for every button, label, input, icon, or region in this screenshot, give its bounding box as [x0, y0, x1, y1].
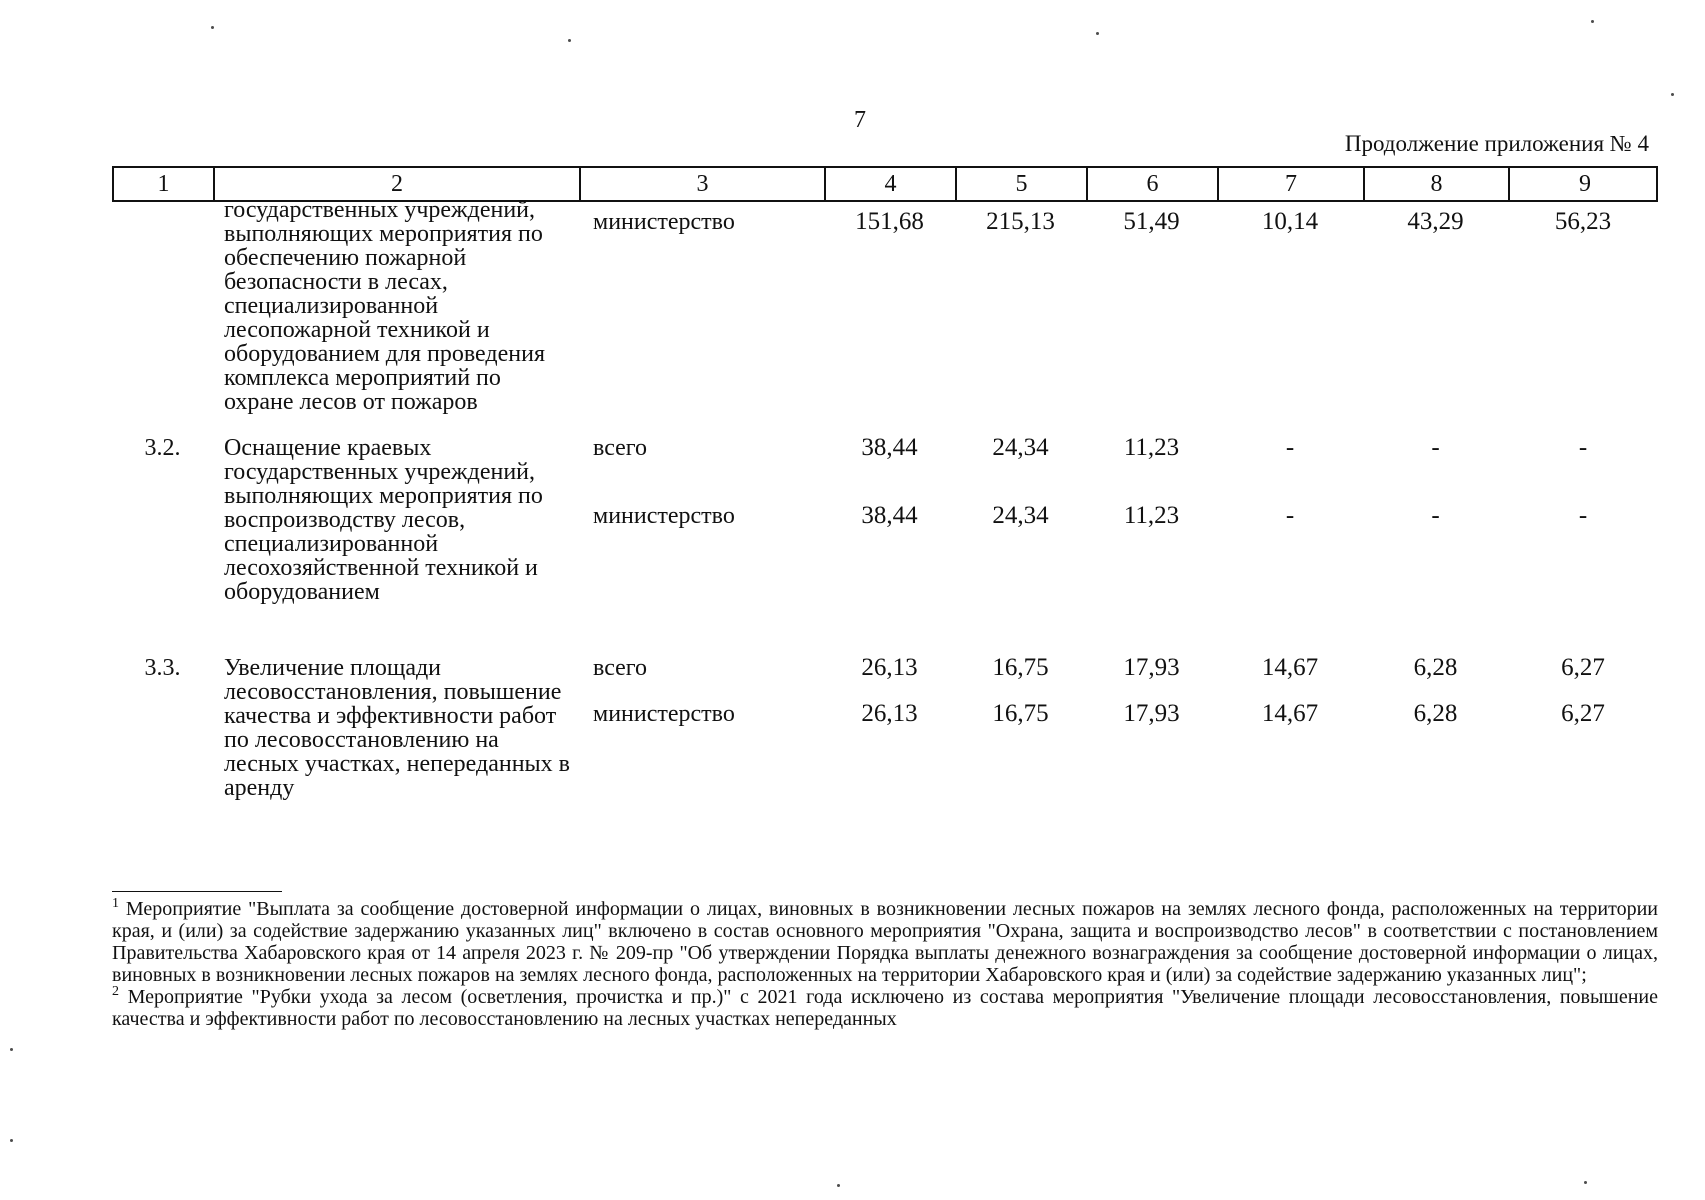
value-cell: 26,13: [861, 654, 918, 681]
header-column-9: 9: [1579, 171, 1591, 197]
value-column-4: [824, 424, 955, 644]
scan-dot: [10, 1048, 13, 1051]
value-cell: -: [1578, 434, 1588, 461]
value-cell: 26,13: [861, 700, 918, 727]
scan-dot: [1591, 20, 1594, 23]
header-column-5: 5: [957, 168, 1088, 200]
row-label: министерство: [593, 701, 735, 727]
footnote-mark: 2: [112, 984, 119, 999]
value-cell: 24,34: [992, 502, 1049, 529]
section-row: [112, 644, 1658, 832]
scan-dot: [837, 1184, 840, 1187]
value-column-5: [955, 424, 1086, 644]
scan-dot: [1096, 32, 1099, 35]
header-column-6: 6: [1088, 168, 1219, 200]
value-column-5: [955, 198, 1086, 414]
value-cell: -: [1578, 502, 1588, 529]
scan-dot: [1584, 1181, 1587, 1184]
value-cell: 56,23: [1554, 208, 1612, 235]
value-column-9: [1508, 424, 1658, 644]
row-label-column: [579, 644, 824, 832]
scan-dot: [1671, 93, 1674, 96]
value-column-7: [1217, 424, 1363, 644]
value-cell: 38,44: [861, 502, 918, 529]
value-cell: 16,75: [992, 654, 1049, 681]
header-column-3: 3: [581, 168, 826, 200]
footnotes: [112, 898, 1658, 1030]
value-cell: 11,23: [1123, 502, 1180, 529]
header-column-4: 4: [826, 168, 957, 200]
footnote-1: [112, 898, 1658, 986]
table-body: [112, 198, 1658, 832]
value-column-8: [1363, 424, 1508, 644]
header-column-8: 8: [1365, 168, 1510, 200]
value-cell: 17,93: [1123, 700, 1180, 727]
section-description: Оснащение краевых государственных учреждений, выполняющих мероприятия по воспроизводству лесов, специализированной лесохозяйственной техникой и оборудованием: [224, 435, 543, 605]
value-cell: 24,34: [992, 434, 1049, 461]
value-column-8: [1363, 644, 1508, 832]
row-label: всего: [593, 655, 648, 681]
header-column-2: 2: [215, 168, 581, 200]
value-cell: 6,27: [1561, 700, 1605, 727]
scan-dot: [568, 39, 571, 42]
value-column-8: [1363, 198, 1508, 414]
value-cell: 6,28: [1413, 654, 1458, 681]
appendix-title: Продолжение приложения № 4: [1344, 131, 1649, 156]
footnote-text: Мероприятие "Рубки ухода за лесом (осветления, прочистка и пр.)" с 2021 года исключено из состава мероприятия "Увеличение площади лесовосстановления, повышение качества и эффективности работ по лесовосстановлению на лесных участках непереданных: [112, 986, 1658, 1030]
section-number: 3.3.: [144, 655, 181, 681]
section-row: [112, 198, 1658, 414]
scan-dot: [211, 26, 214, 29]
header-column-7: 7: [1219, 168, 1365, 200]
value-column-7: [1217, 644, 1363, 832]
scan-dot: [10, 1139, 13, 1142]
section-number: 3.2.: [144, 435, 181, 461]
value-cell: -: [1431, 434, 1440, 461]
row-label-column: [579, 424, 824, 644]
section-description: государственных учреждений, выполняющих мероприятия по обеспечению пожарной безопасности в лесах, специализированной лесопожарной техникой и оборудованием для проведения комплекса мероприятий по охране лесов от пожаров: [224, 197, 545, 415]
value-cell: 14,67: [1261, 654, 1319, 681]
value-cell: 6,28: [1413, 700, 1458, 727]
section-description: Увеличение площади лесовосстановления, повышение качества и эффективности работ по лесовосстановлению на лесных участках, непереданных в аренду: [224, 655, 570, 801]
value-cell: -: [1285, 434, 1295, 461]
value-cell: 10,14: [1261, 208, 1319, 235]
value-column-4: [824, 198, 955, 414]
value-column-9: [1508, 644, 1658, 832]
value-cell: 43,29: [1407, 208, 1464, 235]
value-cell: 11,23: [1123, 434, 1180, 461]
value-cell: -: [1285, 502, 1295, 529]
value-cell: -: [1431, 502, 1440, 529]
value-column-5: [955, 644, 1086, 832]
value-column-4: [824, 644, 955, 832]
section-row: [112, 424, 1658, 644]
footnote-mark: 1: [112, 896, 119, 911]
row-label: министерство: [593, 503, 735, 529]
value-cell: 151,68: [855, 208, 924, 235]
value-cell: 38,44: [861, 434, 918, 461]
row-label-column: [579, 198, 824, 414]
row-label: министерство: [593, 209, 735, 235]
value-column-9: [1508, 198, 1658, 414]
value-cell: 6,27: [1561, 654, 1605, 681]
value-cell: 51,49: [1123, 208, 1180, 235]
footnote-2: [112, 986, 1658, 1030]
section-number: [112, 198, 213, 414]
value-cell: 16,75: [992, 700, 1049, 727]
header-column-1: 1: [114, 168, 215, 200]
value-cell: 14,67: [1261, 700, 1319, 727]
footnote-text: Мероприятие "Выплата за сообщение достоверной информации о лицах, виновных в возникновении лесных пожаров на землях лесного фонда, расположенных на территории края, и (или) за содействие задержанию указанных лиц" включено в состав основного мероприятия "Охрана, защита и воспроизводство лесов" в соответствии с постановлением Правительства Хабаровского края от 14 апреля 2023 г. № 209-пр "Об утверждении Порядка выплаты денежного вознаграждения за сообщение достоверной информации о лицах, виновных в возникновении лесных пожаров на землях лесного фонда, расположенных на территории Хабаровского края и (или) за содействие задержанию указанных лиц";: [112, 898, 1659, 986]
page-number: 7: [854, 107, 866, 133]
value-column-7: [1217, 198, 1363, 414]
value-cell: 215,13: [986, 208, 1055, 235]
value-cell: 17,93: [1123, 654, 1180, 681]
footnote-separator: [112, 891, 282, 892]
value-column-6: [1086, 198, 1217, 414]
value-column-6: [1086, 644, 1217, 832]
value-column-6: [1086, 424, 1217, 644]
row-label: всего: [593, 435, 648, 461]
